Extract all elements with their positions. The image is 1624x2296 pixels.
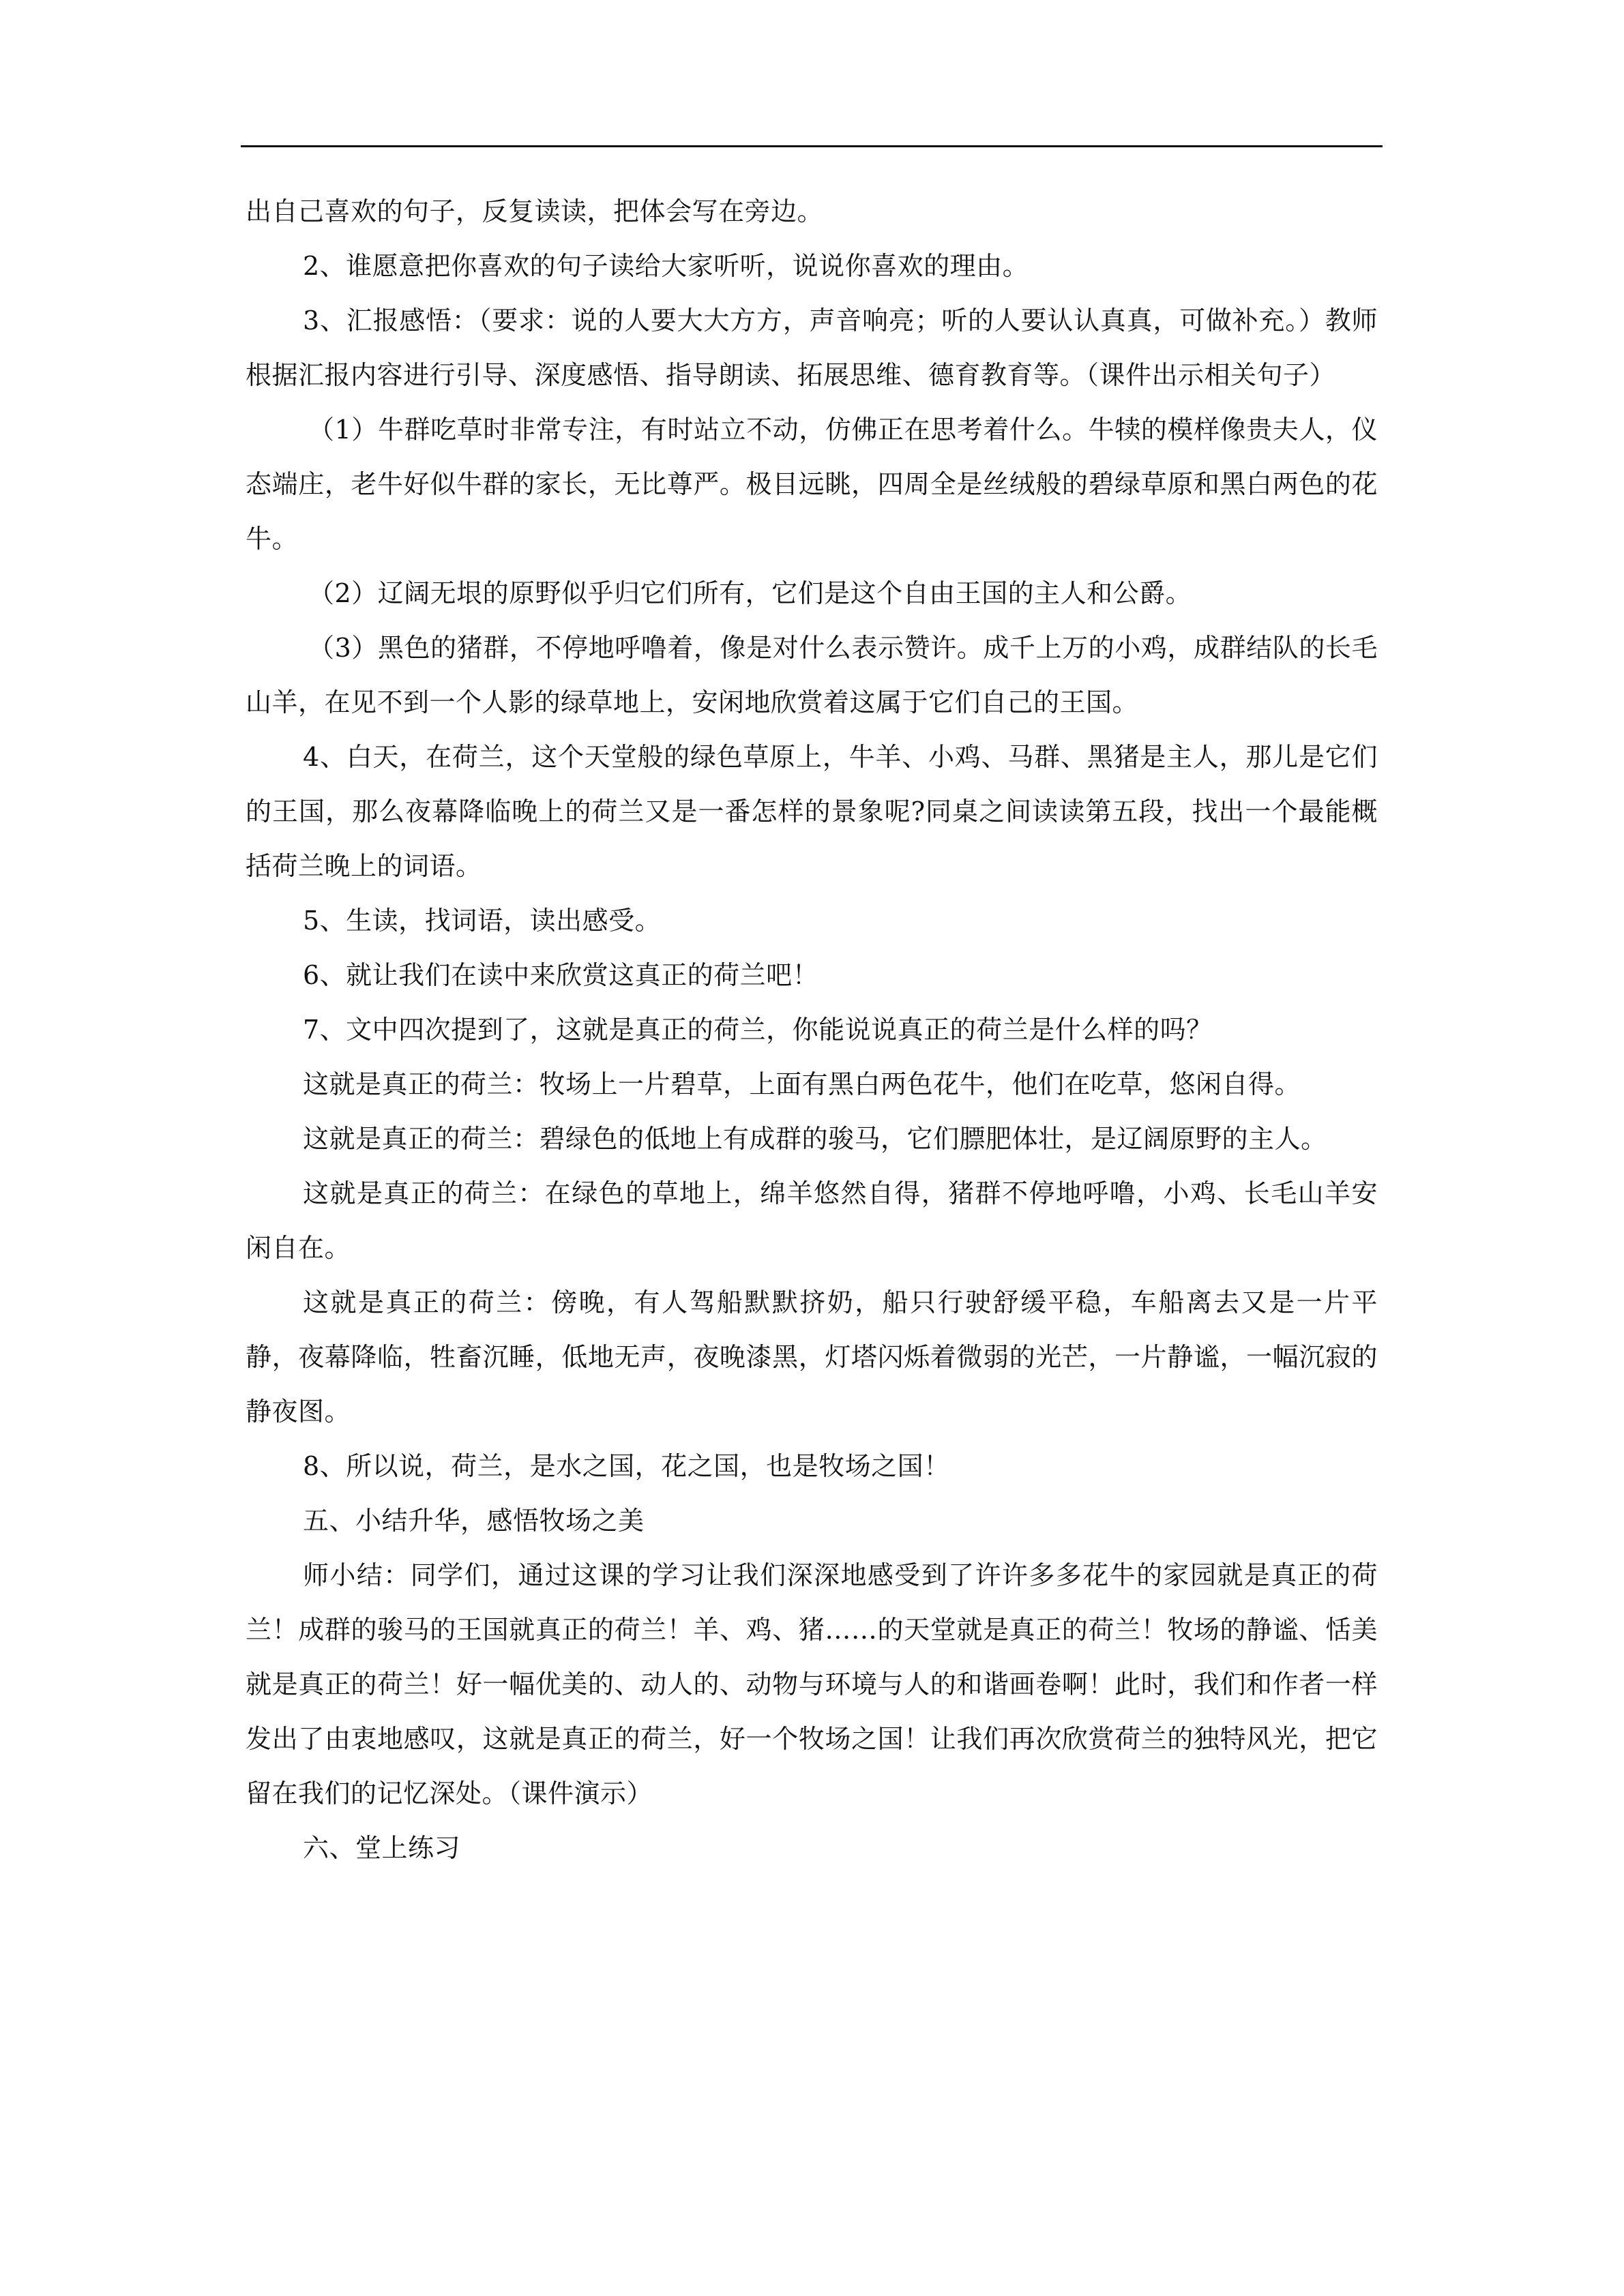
teacher-summary: 师小结：同学们，通过这课的学习让我们深深地感受到了许许多多花牛的家园就是真正的荷兰！成群的骏马的王国就真正的荷兰！羊、鸡、猪……的天堂就是真正的荷兰！牧场的静谧、恬美就是真正的荷兰！好一幅优美的、动人的、动物与环境与人的和谐画卷啊！此时，我们和作者一样发出了由衷地感叹，这就是真正的荷兰，好一个牧场之国！让我们再次欣赏荷兰的独特风光，把它留在我们的记忆深处。（课件演示） <box>246 1560 1378 1808</box>
section-heading-5: 五、小结升华，感悟牧场之美 <box>303 1506 645 1536</box>
real-holland-3: 这就是真正的荷兰：在绿色的草地上，绵羊悠然自得，猪群不停地呼噜，小鸡、长毛山羊安闲自在。 <box>246 1178 1378 1263</box>
paragraph-item-8: 8、所以说，荷兰，是水之国，花之国，也是牧场之国！ <box>303 1451 950 1481</box>
quote-sentence-1: （1）牛群吃草时非常专注，有时站立不动，仿佛正在思考着什么。牛犊的模样像贵夫人，仪态端庄，老牛好似牛群的家长，无比尊严。极目远眺，四周全是丝绒般的碧绿草原和黑白两色的花牛。 <box>246 415 1378 554</box>
real-holland-1: 这就是真正的荷兰：牧场上一片碧草，上面有黑白两色花牛，他们在吃草，悠闲自得。 <box>303 1069 1301 1099</box>
header-rule <box>241 145 1383 147</box>
real-holland-2: 这就是真正的荷兰：碧绿色的低地上有成群的骏马，它们膘肥体壮，是辽阔原野的主人。 <box>303 1124 1327 1154</box>
quote-sentence-3: （3）黑色的猪群，不停地呼噜着，像是对什么表示赞许。成千上万的小鸡，成群结队的长毛山羊，在见不到一个人影的绿草地上，安闲地欣赏着这属于它们自己的王国。 <box>246 633 1378 717</box>
paragraph-item-2: 2、谁愿意把你喜欢的句子读给大家听听，说说你喜欢的理由。 <box>303 251 1029 281</box>
paragraph-item-4: 4、白天，在荷兰，这个天堂般的绿色草原上，牛羊、小鸡、马群、黑猪是主人，那儿是它们的王国，那么夜幕降临晚上的荷兰又是一番怎样的景象呢?同桌之间读读第五段，找出一个最能概括荷兰晚上的词语。 <box>246 742 1378 881</box>
paragraph-item-7: 7、文中四次提到了，这就是真正的荷兰，你能说说真正的荷兰是什么样的吗？ <box>303 1015 1213 1045</box>
paragraph-continued: 出自己喜欢的句子，反复读读，把体会写在旁边。 <box>246 196 824 226</box>
document-body <box>246 184 1378 1875</box>
paragraph-item-5: 5、生读，找词语，读出感受。 <box>303 906 662 936</box>
paragraph-item-6: 6、就让我们在读中来欣赏这真正的荷兰吧！ <box>303 960 819 990</box>
real-holland-4: 这就是真正的荷兰：傍晚，有人驾船默默挤奶，船只行驶舒缓平稳，车船离去又是一片平静，夜幕降临，牲畜沉睡，低地无声，夜晚漆黑，灯塔闪烁着微弱的光芒，一片静谧，一幅沉寂的静夜图。 <box>246 1287 1378 1427</box>
paragraph-item-3: 3、汇报感悟：（要求：说的人要大大方方，声音响亮；听的人要认认真真，可做补充。）教师根据汇报内容进行引导、深度感悟、指导朗读、拓展思维、德育教育等。（课件出示相关句子） <box>246 305 1378 390</box>
section-heading-6: 六、堂上练习 <box>303 1833 461 1863</box>
quote-sentence-2: （2）辽阔无垠的原野似乎归它们所有，它们是这个自由王国的主人和公爵。 <box>308 578 1192 608</box>
